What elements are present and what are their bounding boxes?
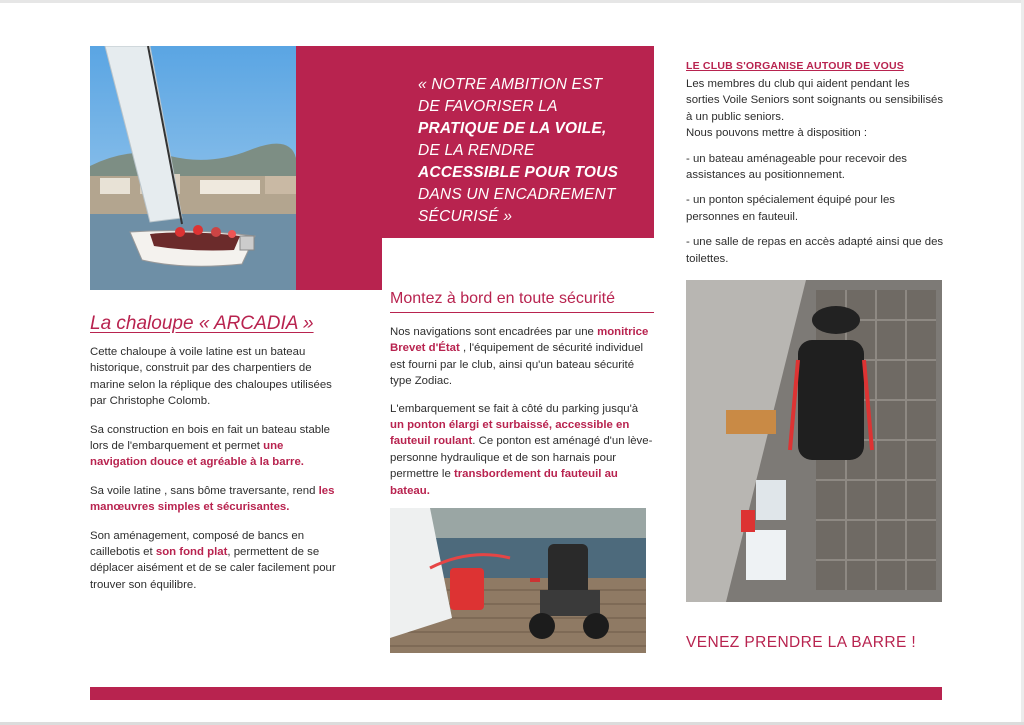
arcadia-paragraph: Son aménagement, composé de bancs en caillebotis et son fond plat, permettent de se déplacer aisément et de se caler facilement pour trouver son équilibre. — [90, 529, 336, 591]
arcadia-paragraph: Sa construction en bois en fait un bateau stable lors de l'embarquement et permet une navigation douce et agréable à la barre. — [90, 423, 330, 469]
montez-paragraph: Nos navigations sont encadrées par une monitrice Brevet d'État , l'équipement de sécurité individuel est fourni par le club, ainsi qu'un bateau sécurité type Zodiac. — [390, 326, 649, 388]
ambition-quote — [418, 74, 648, 228]
quote-line: DANS UN ENCADREMENT — [418, 186, 616, 203]
club-paragraph: Nous pouvons mettre à disposition : — [686, 127, 868, 140]
bottom-accent-bar — [90, 687, 942, 700]
banner-cutout — [382, 238, 654, 290]
cta-take-the-helm: VENEZ PRENDRE LA BARRE ! — [686, 634, 917, 651]
photo-adapted-seat — [686, 280, 942, 602]
arcadia-text — [90, 344, 338, 605]
arcadia-paragraph: Sa voile latine , sans bôme traversante, rend les manœuvres simples et sécurisantes. — [90, 484, 335, 514]
club-list-item: - un bateau aménageable pour recevoir des assistances au positionnement. — [686, 152, 907, 182]
page-border-top — [0, 0, 1024, 3]
photo-chaloupe-sailing — [90, 46, 296, 290]
club-title: LE CLUB S'ORGANISE AUTOUR DE VOUS — [686, 60, 904, 72]
club-list-item: - un ponton spécialement équipé pour les personnes en fauteuil. — [686, 194, 895, 223]
montez-text — [390, 324, 654, 510]
arcadia-paragraph: Cette chaloupe à voile latine est un bateau historique, construit par des charpentiers de marine selon la réplique des chaloupes utilisées par Christophe Colomb. — [90, 346, 332, 408]
montez-title: Montez à bord en toute sécurité — [390, 290, 616, 307]
quote-bold: PRATIQUE DE LA VOILE, — [418, 120, 607, 137]
club-list-item: - une salle de repas en accès adapté ainsi que des toilettes. — [686, 236, 944, 265]
quote-line: DE FAVORISER LA — [418, 98, 558, 115]
montez-underline — [390, 312, 654, 313]
quote-line: « NOTRE AMBITION EST — [418, 76, 603, 93]
club-text — [686, 76, 944, 276]
club-paragraph: Les membres du club qui aident pendant les sorties Voile Seniors sont soignants ou sensibilisés à un public seniors. — [686, 78, 944, 123]
quote-line: DE LA RENDRE — [418, 142, 535, 159]
montez-paragraph: L'embarquement se fait à côté du parking jusqu'à un ponton élargi et surbaissé, accessible en fauteuil roulant. Ce ponton est aménagé d'un lève-personne hydraulique et de son harnais pour permettre le transbordement du fauteuil au bateau. — [390, 402, 653, 497]
photo-wheelchair-pontoon — [390, 508, 646, 653]
banner-notch — [296, 238, 382, 290]
quote-line: SÉCURISÉ » — [418, 208, 513, 225]
quote-bold: ACCESSIBLE POUR TOUS — [418, 164, 619, 181]
arcadia-title: La chaloupe « ARCADIA » — [90, 313, 314, 334]
